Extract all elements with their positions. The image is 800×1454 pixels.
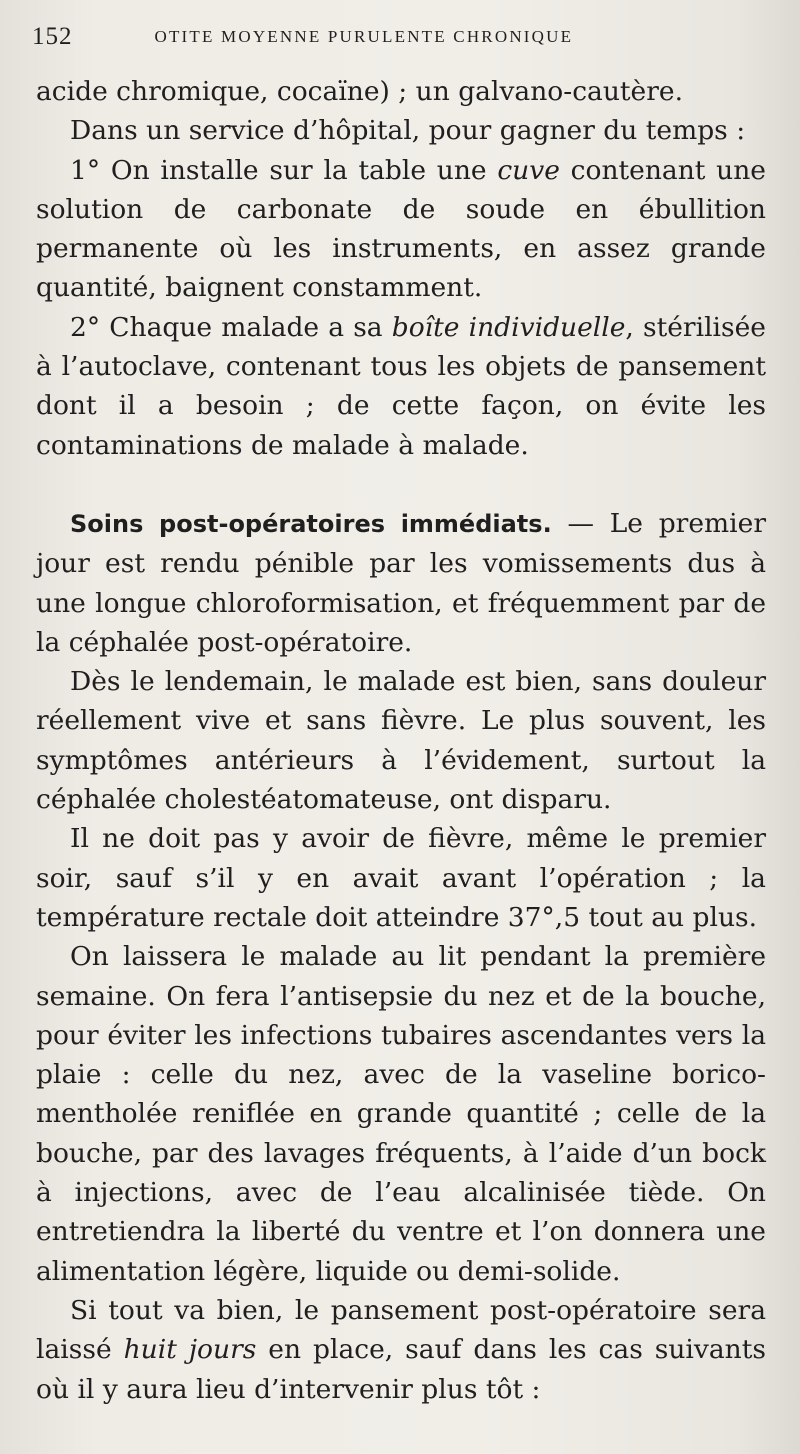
paragraph-5 [36, 504, 766, 662]
paragraph-4-emphasis: boîte individuelle [391, 311, 626, 343]
paragraph-9-text-a: Si tout va bien, le pansement post-opératoire sera laissé [36, 1294, 766, 1366]
paragraph-9-emphasis: huit jours [123, 1334, 257, 1366]
paragraph-9 [36, 1291, 766, 1409]
paragraph-9-text-b: en place, sauf dans les cas suivants où il y aura lieu d’intervenir plus tôt : [36, 1334, 766, 1405]
paragraph-4-text-b: , stérilisée à l’autoclave, contenant tous les objets de pansement dont il a besoin ; de cette façon, on évite les contaminations de malade à malade. [36, 311, 766, 461]
paragraph-2: Dans un service d’hôpital, pour gagner du temps : [70, 115, 746, 147]
paragraph-3-emphasis: cuve [497, 154, 560, 186]
paragraph-5-text: — Le premier jour est rendu pénible par les vomissements dus à une longue chloroformisation, et fréquemment par de la céphalée post-opératoire. [36, 507, 766, 658]
section-heading: Soins post-opératoires immédiats. [70, 509, 552, 538]
running-title: OTITE MOYENNE PURULENTE CHRONIQUE [154, 27, 574, 46]
page-number: 152 [32, 23, 73, 50]
page-header [32, 20, 752, 54]
paragraph-4-text-a: 2° Chaque malade a sa [70, 311, 392, 343]
body-text [36, 72, 766, 1409]
paragraph-3-text-b: contenant une solution de carbonate de soude en ébullition permanente où les instruments, en assez grande quantité, baignent constamment. [36, 154, 766, 304]
paragraph-8: On laissera le malade au lit pendant la première semaine. On fera l’antisepsie du nez et de la bouche, pour éviter les infections tubaires ascendantes vers la plaie : celle du nez, avec de la vaseline borico-mentholée reniflée en grande quantité ; celle de la bouche, par des lavages fréquents, à l’aide d’un bock à injections, avec de l’eau alcalinisée tiède. On entretiendra la liberté du ventre et l’on donnera une alimentation légère, liquide ou demi-solide. [36, 941, 766, 1287]
paragraph-3-text-a: 1° On installe sur la table une [70, 154, 498, 186]
paragraph-6: Dès le lendemain, le malade est bien, sans douleur réellement vive et sans fièvre. Le plus souvent, les symptômes antérieurs à l’évidement, surtout la céphalée cholestéatomateuse, ont disparu. [36, 666, 766, 816]
paragraph-7: Il ne doit pas y avoir de fièvre, même le premier soir, sauf s’il y en avait avant l’opération ; la température rectale doit atteindre 37°,5 tout au plus. [36, 823, 766, 933]
paragraph-3 [36, 151, 766, 308]
paragraph-4 [36, 308, 766, 465]
paragraph-1: acide chromique, cocaïne) ; un galvano-cautère. [36, 76, 684, 107]
